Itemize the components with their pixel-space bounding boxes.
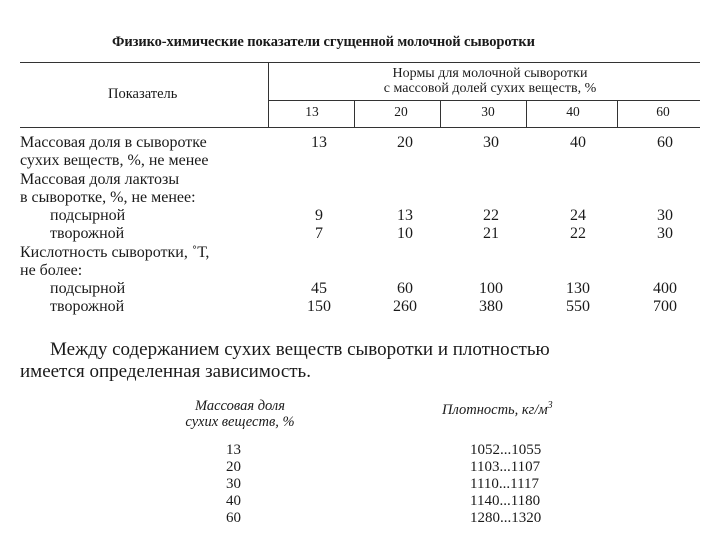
row-label: подсырной: [50, 280, 126, 297]
row-label: не более:: [20, 262, 83, 279]
subheader-40: 40: [566, 104, 580, 119]
table-cell: 700: [653, 298, 677, 315]
subheader-divider-1: [354, 100, 355, 127]
table-cell: 60: [657, 134, 673, 151]
table-cell: 22: [570, 225, 586, 242]
density-header-text: Плотность, кг/м: [442, 401, 548, 418]
mass-fraction-value: 60: [226, 510, 241, 526]
table-cell: 22: [483, 207, 499, 224]
density-value: 1052...1055: [470, 442, 542, 458]
table-top-rule: [20, 62, 700, 63]
subheader-13: 13: [305, 104, 319, 119]
table-title: Физико-химические показатели сгущенной молочной сыворотки: [112, 34, 535, 50]
density-value: 1280...1320: [470, 510, 542, 526]
table-cell: 13: [311, 134, 327, 151]
table-cell: 7: [315, 225, 323, 242]
table-cell: 9: [315, 207, 323, 224]
mass-fraction-header-line1: Массовая доля: [195, 398, 285, 414]
subheader-30: 30: [481, 104, 495, 119]
table-header-rule: [20, 127, 700, 128]
row-label: Массовая доля в сыворотке: [20, 134, 207, 151]
table-cell: 10: [397, 225, 413, 242]
table-cell: 400: [653, 280, 677, 297]
table-cell: 21: [483, 225, 499, 242]
mass-fraction-value: 13: [226, 442, 241, 458]
table-cell: 550: [566, 298, 590, 315]
table-cell: 24: [570, 207, 586, 224]
norms-header-line1: Нормы для молочной сыворотки: [392, 66, 588, 81]
table-cell: 260: [393, 298, 417, 315]
density-value: 1103...1107: [470, 459, 541, 475]
subheader-60: 60: [656, 104, 670, 119]
norms-header: [300, 66, 680, 96]
row-label: творожной: [50, 298, 125, 315]
row-label: Кислотность сыворотки, ˚Т,: [20, 244, 210, 261]
indicator-header: Показатель: [108, 86, 178, 102]
subheader-divider-3: [526, 100, 527, 127]
table-cell: 130: [566, 280, 590, 297]
subheader-20: 20: [394, 104, 408, 119]
row-label: подсырной: [50, 207, 126, 224]
table-cell: 100: [479, 280, 503, 297]
mass-fraction-header: [160, 398, 320, 430]
table-cell: 380: [479, 298, 503, 315]
mass-fraction-value: 20: [226, 459, 241, 475]
table-cell: 45: [311, 280, 327, 297]
density-header: [442, 398, 553, 418]
density-value: 1110...1117: [470, 476, 540, 492]
row-label: Массовая доля лактозы: [20, 171, 180, 188]
row-label: творожной: [50, 225, 125, 242]
row-label: сухих веществ, %, не менее: [20, 152, 209, 169]
mass-fraction-value: 40: [226, 493, 241, 509]
norms-header-line2: с массовой долей сухих веществ, %: [383, 81, 597, 96]
mass-fraction-value: 30: [226, 476, 241, 492]
subheader-divider-4: [617, 100, 618, 127]
header-divider: [268, 62, 269, 127]
table-cell: 40: [570, 134, 586, 151]
density-value: 1140...1180: [470, 493, 541, 509]
density-header-sup: 3: [547, 400, 553, 411]
table-cell: 30: [657, 207, 673, 224]
norms-subheader-rule: [268, 100, 700, 101]
paragraph-line-2: имеется определенная зависимость.: [20, 361, 311, 382]
table-cell: 60: [397, 280, 413, 297]
paragraph-line-1: Между содержанием сухих веществ сыворотки и плотностью: [50, 339, 550, 360]
row-label: в сыворотке, %, не менее:: [20, 189, 196, 206]
table-cell: 20: [397, 134, 413, 151]
table-cell: 30: [657, 225, 673, 242]
table-cell: 150: [307, 298, 331, 315]
table-cell: 13: [397, 207, 413, 224]
mass-fraction-header-line2: сухих веществ, %: [185, 414, 295, 430]
subheader-divider-2: [440, 100, 441, 127]
table-cell: 30: [483, 134, 499, 151]
